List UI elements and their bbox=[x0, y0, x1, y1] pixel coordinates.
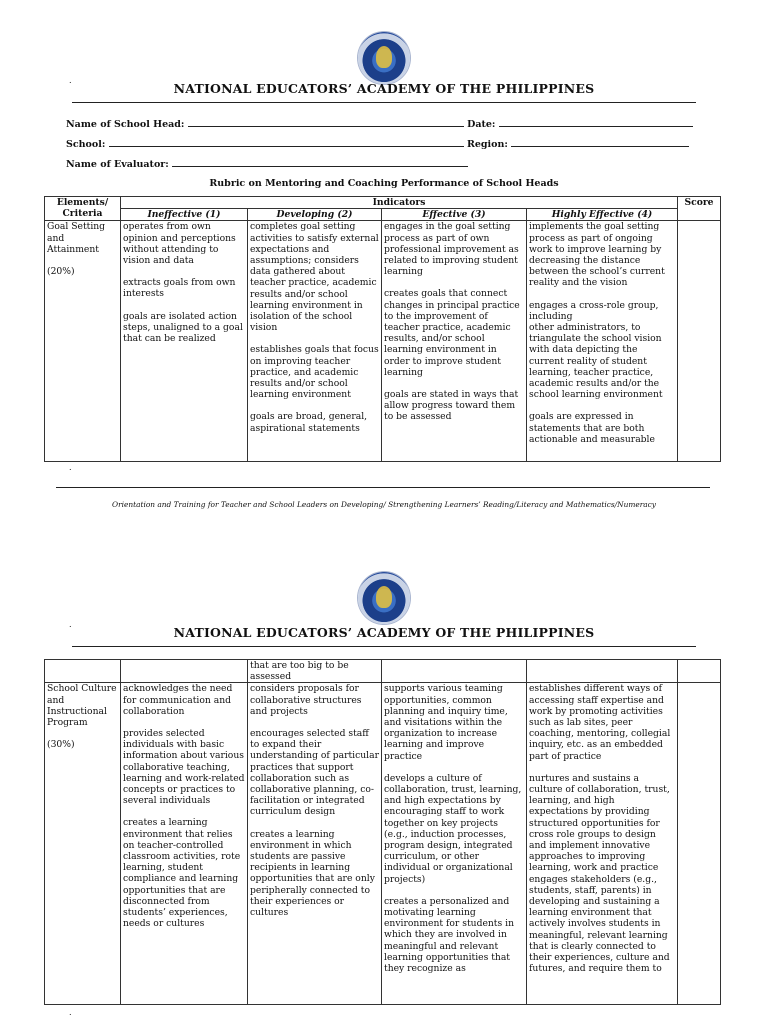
criteria-cell bbox=[45, 683, 121, 1005]
indicator-text: establishes different ways of accessing staff expertise and work by promoting activities such as lab sites, peer coaching, mentoring, collegial inquiry, etc. as an embedded part of practice bbox=[529, 683, 671, 762]
indicator-text: engages a cross-role group, including other administrators, to triangulate the school vision with data depicting the current reality of student learning, teacher practice, academic results and/or the school learning environment bbox=[529, 299, 663, 401]
empty-cell bbox=[121, 660, 248, 683]
indicator-text: creates a personalized and motivating learning environment for students in which they are involved in meaningful and relevant learning opportunities that they recognize as bbox=[384, 895, 514, 975]
page-title: NATIONAL EDUCATORS’ ACADEMY OF THE PHILIPPINES bbox=[173, 81, 595, 96]
rubric-table-page1 bbox=[44, 196, 721, 462]
indicator-text: implements the goal setting process as part of ongoing work to improve learning by decreasing the distance between the school’s current reality and the vision bbox=[529, 221, 665, 289]
page-footer: Orientation and Training for Teacher and School Leaders on Developing/ Strengthening Learners’ Reading/Literacy and Mathematics/Numeracy bbox=[112, 500, 656, 509]
school-head-label: Name of School Head: bbox=[66, 119, 185, 130]
indicator-text: develops a culture of collaboration, trust, learning, and high expectations by encouraging staff to work together on key projects (e.g., induction processes, program design, integrated curriculum, or other individual or organizational projects) bbox=[384, 772, 522, 885]
academy-logo bbox=[358, 572, 410, 624]
empty-cell bbox=[527, 660, 678, 683]
developing-cell bbox=[248, 221, 382, 462]
header-row bbox=[45, 197, 721, 209]
highly-effective-cell bbox=[527, 683, 678, 1005]
level-developing-header: Developing (2) bbox=[248, 209, 382, 221]
score-cell[interactable] bbox=[678, 221, 721, 462]
criteria-weight: (20%) bbox=[47, 266, 75, 278]
indicator-text: goals are expressed in statements that are both actionable and measurable bbox=[529, 411, 655, 445]
page-title: NATIONAL EDUCATORS’ ACADEMY OF THE PHILIPPINES bbox=[173, 625, 595, 640]
indicator-text: creates goals that connect changes in principal practice to the improvement of teacher practice, academic results, and/or school learning environment in order to improve student learning bbox=[384, 288, 520, 378]
indicator-text: extracts goals from own interests bbox=[123, 277, 236, 300]
indicator-text: goals are stated in ways that allow progress toward them to be assessed bbox=[384, 389, 519, 423]
indicator-text: engages in the goal setting process as part of own professional improvement as related to improving student learning bbox=[384, 221, 519, 278]
level-effective-header: Effective (3) bbox=[382, 209, 527, 221]
title-divider bbox=[72, 102, 696, 103]
empty-cell bbox=[45, 660, 121, 683]
school-line bbox=[109, 137, 464, 147]
effective-cell bbox=[382, 683, 527, 1005]
level-ineffective-header: Ineffective (1) bbox=[121, 209, 248, 221]
date-line bbox=[499, 117, 693, 127]
table-row bbox=[45, 683, 721, 1005]
ineffective-cell bbox=[121, 683, 248, 1005]
evaluator-field bbox=[66, 157, 468, 170]
school-head-line bbox=[188, 117, 464, 127]
indicator-text: establishes goals that focus on improving teacher practice, and academic results and/or school learning environment bbox=[250, 344, 379, 401]
school-field bbox=[66, 137, 689, 150]
indicator-text: operates from own opinion and perceptions without attending to vision and data bbox=[123, 221, 236, 267]
carryover-cell: that are too big to be assessed bbox=[248, 660, 382, 683]
rubric-table-page2 bbox=[44, 659, 721, 1005]
school-head-field bbox=[66, 117, 693, 130]
ineffective-cell bbox=[121, 221, 248, 462]
evaluator-line bbox=[172, 157, 468, 167]
page-mark: . bbox=[69, 1008, 72, 1017]
rubric-title: Rubric on Mentoring and Coaching Performance of School Heads bbox=[209, 178, 559, 189]
region-line bbox=[511, 137, 689, 147]
criteria-name: School Culture and Instructional Program bbox=[47, 683, 117, 729]
empty-cell bbox=[382, 660, 527, 683]
highly-effective-cell bbox=[527, 221, 678, 462]
elements-header: Elements/ Criteria bbox=[45, 197, 121, 221]
page-mark: . bbox=[69, 76, 72, 85]
academy-logo bbox=[358, 32, 410, 84]
evaluator-label: Name of Evaluator: bbox=[66, 159, 169, 170]
indicator-text: considers proposals for collaborative structures and projects bbox=[250, 683, 362, 717]
school-label: School: bbox=[66, 139, 106, 150]
indicator-text: goals are broad, general, aspirational statements bbox=[250, 411, 368, 434]
level-highly-effective-header: Highly Effective (4) bbox=[527, 209, 678, 221]
score-cell[interactable] bbox=[678, 683, 721, 1005]
indicator-text: provides selected individuals with basic information about various collaborative teaching, learning and work-related concepts or practices to several individuals bbox=[123, 728, 245, 807]
indicator-text: creates a learning environment in which students are passive recipients in learning opportunities that are only peripherally connected to their experiences or cultures bbox=[250, 828, 375, 919]
indicators-header: Indicators bbox=[121, 197, 678, 209]
page-mark: . bbox=[69, 620, 72, 629]
criteria-cell bbox=[45, 221, 121, 462]
region-label: Region: bbox=[466, 139, 508, 150]
developing-cell bbox=[248, 683, 382, 1005]
table-row bbox=[45, 221, 721, 462]
indicator-text: encourages selected staff to expand their understanding of particular practices that support collaboration such as collaborative planning, co-facilitation or integrated curriculum design bbox=[250, 728, 379, 818]
title-divider bbox=[72, 646, 696, 647]
score-header: Score bbox=[678, 197, 721, 221]
effective-cell bbox=[382, 221, 527, 462]
indicator-text: acknowledges the need for communication and collaboration bbox=[123, 683, 233, 717]
footer-divider bbox=[56, 487, 710, 488]
score-cell[interactable] bbox=[678, 660, 721, 683]
date-label: Date: bbox=[467, 119, 496, 130]
criteria-name: Goal Setting and Attainment bbox=[47, 221, 106, 255]
indicator-text: creates a learning environment that relies on teacher-controlled classroom activities, rote learning, student compliance and learning opportunities that are disconnected from students’ experiences, needs or cultures bbox=[123, 817, 241, 930]
indicator-text: goals are isolated action steps, unaligned to a goal that can be realized bbox=[123, 310, 243, 345]
page-mark: . bbox=[69, 463, 72, 472]
indicator-text: completes goal setting activities to satisfy external expectations and assumptions; considers data gathered about teacher practice, academic results and/or school learning environment in isolation of the school vision bbox=[250, 221, 379, 334]
level-header-row bbox=[45, 209, 721, 221]
indicator-text: supports various teaming opportunities, common planning and inquiry time, and visitations within the organization to increase learning and improve practice bbox=[384, 683, 508, 762]
criteria-weight: (30%) bbox=[47, 739, 75, 751]
indicator-text: nurtures and sustains a culture of collaboration, trust, learning, and high expectations by providing structured opportunities for cross role groups to design and implement innovative approaches to improving learning, work and practice engages stakeholders (e.g., students, staff, parents) in developing and sustaining a learning environment that actively involves students in meaningful, relevant learning that is clearly connected to their experiences, culture and futures, and require them to bbox=[529, 772, 670, 975]
carryover-row bbox=[45, 660, 721, 683]
